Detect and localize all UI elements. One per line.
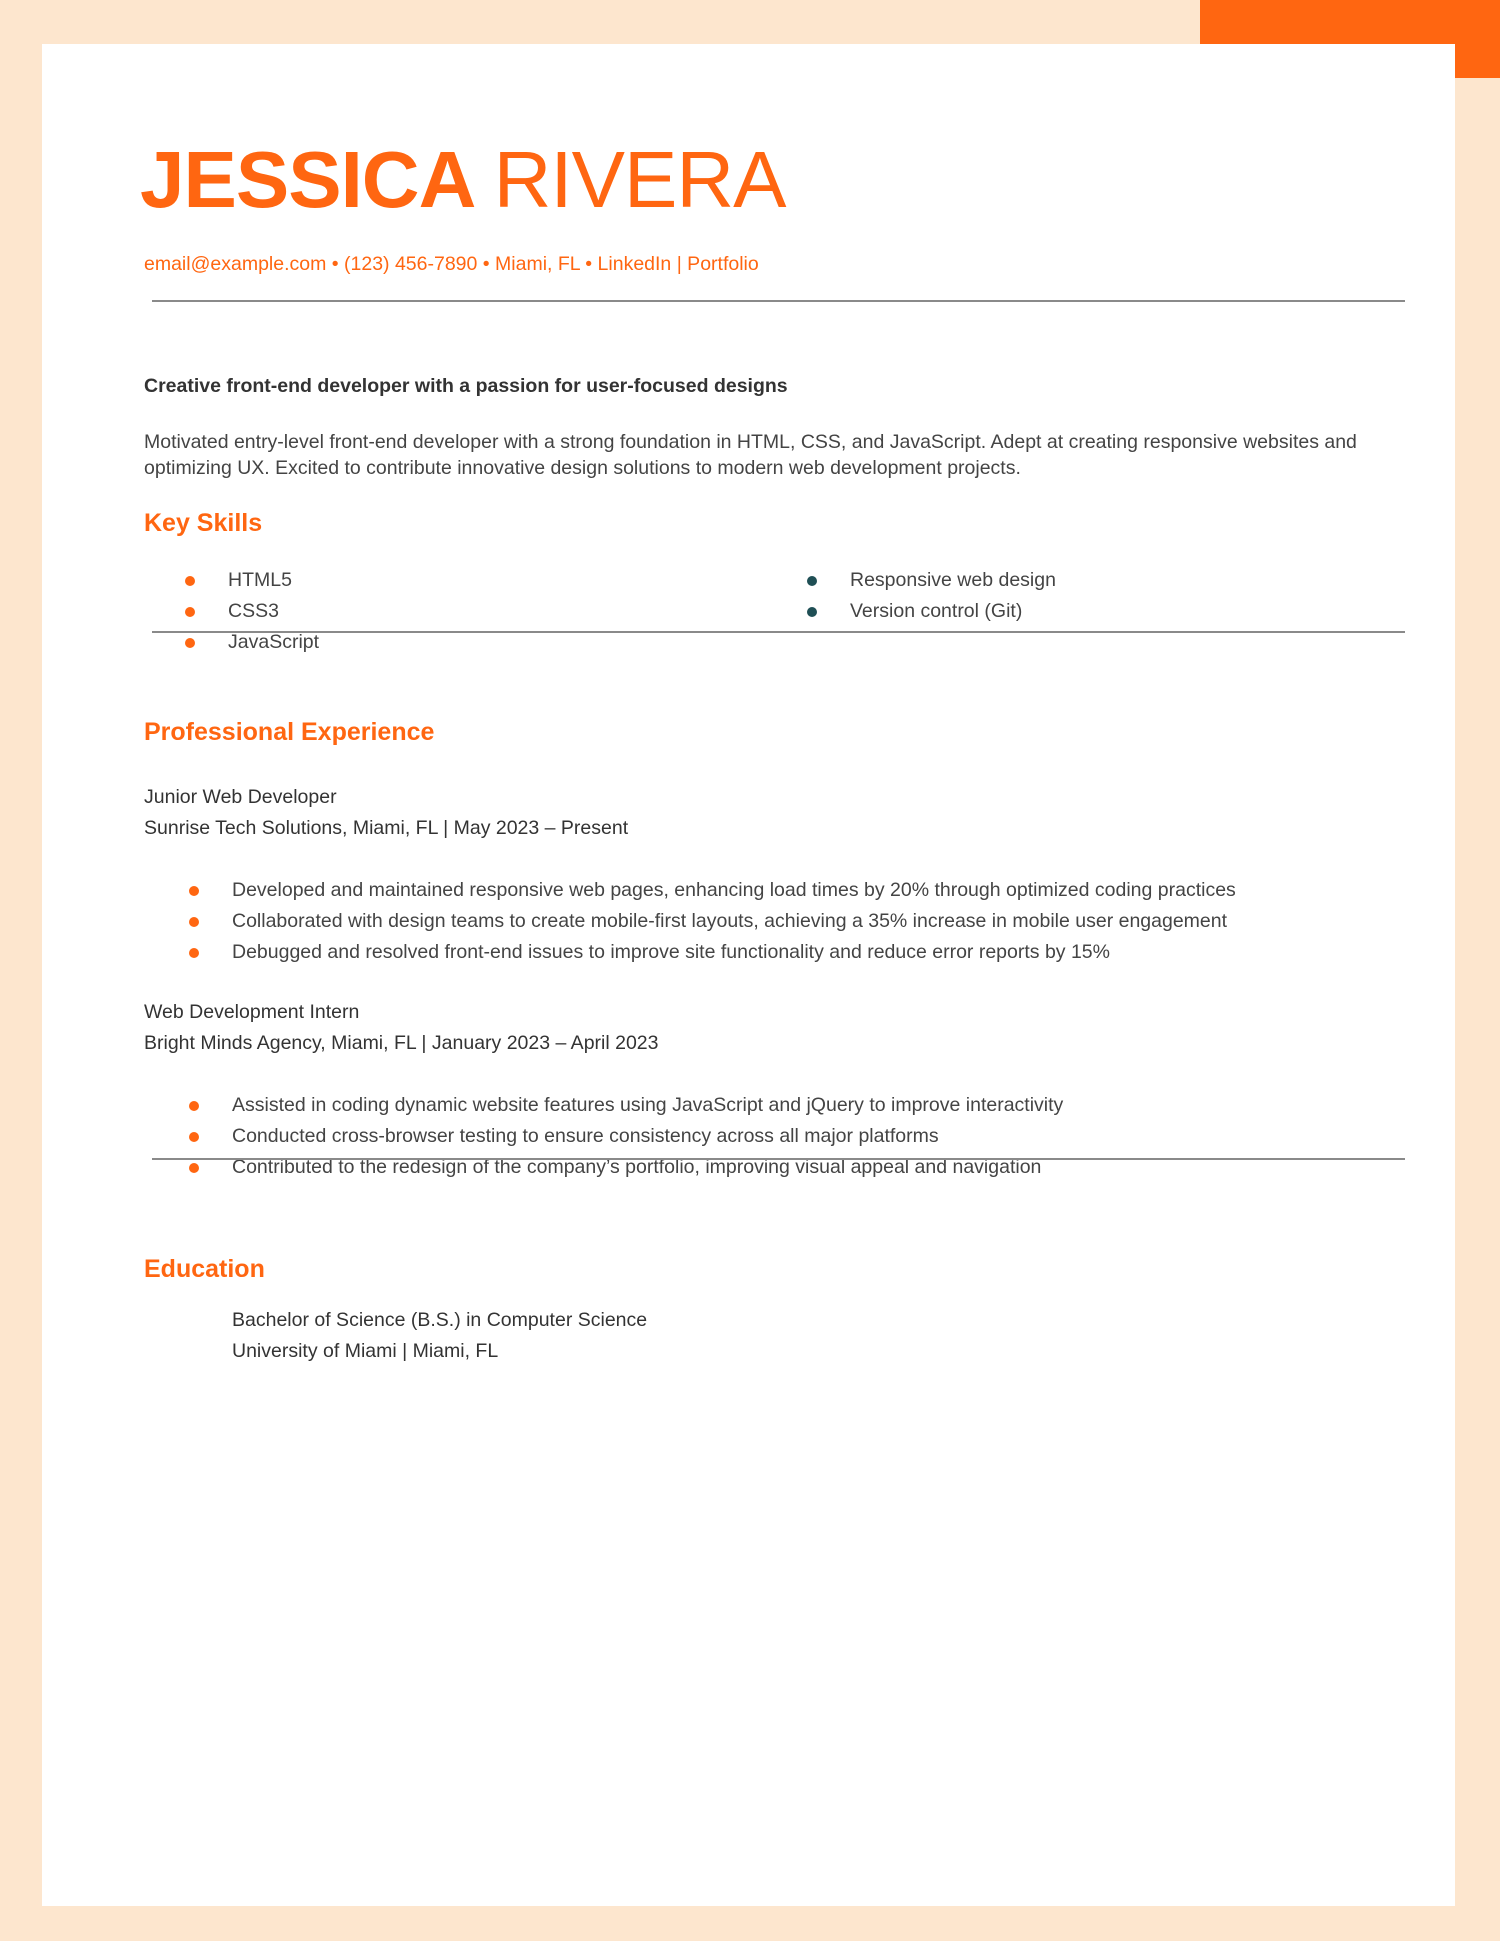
- bullet-text: Contributed to the redesign of the company’s portfolio, improving visual appeal and navigation: [232, 1156, 1042, 1178]
- divider: [152, 631, 1405, 633]
- divider: [152, 1158, 1405, 1160]
- bullet-icon: [189, 1163, 199, 1173]
- bullet-icon: [189, 1101, 199, 1111]
- list-item: [232, 1152, 1063, 1183]
- bullet-icon: [185, 576, 195, 586]
- list-item: [232, 937, 1236, 968]
- skill-label: Responsive web design: [850, 569, 1056, 591]
- list-item: [232, 1090, 1063, 1121]
- bullet-text: Debugged and resolved front-end issues to improve site functionality and reduce error reports by 15%: [232, 941, 1110, 963]
- list-item: [850, 565, 1056, 596]
- skill-label: CSS3: [228, 600, 279, 622]
- bullet-icon: [189, 886, 199, 896]
- summary-text: Motivated entry-level front-end developer with a strong foundation in HTML, CSS, and JavaScript. Adept at creating responsive websites and optimizing UX. Excited to contribute innovative design solutions to modern web development projects.: [144, 431, 1357, 479]
- contact-line: email@example.com • (123) 456-7890 • Miami, FL • LinkedIn | Portfolio: [144, 253, 759, 275]
- list-item: [232, 906, 1236, 937]
- job-bullets: [232, 1090, 1063, 1183]
- skill-label: Version control (Git): [850, 600, 1023, 622]
- bullet-text: Conducted cross-browser testing to ensure consistency across all major platforms: [232, 1125, 939, 1147]
- education-degree: Bachelor of Science (B.S.) in Computer Science: [232, 1309, 648, 1331]
- divider: [152, 300, 1405, 302]
- bullet-text: Developed and maintained responsive web pages, enhancing load times by 20% through optimized coding practices: [232, 879, 1236, 901]
- bullet-icon: [807, 607, 817, 617]
- education-heading: Education: [144, 1255, 265, 1283]
- list-item: [228, 565, 319, 596]
- skills-heading: Key Skills: [144, 509, 263, 537]
- skill-label: JavaScript: [228, 631, 320, 653]
- bullet-text: Assisted in coding dynamic website features using JavaScript and jQuery to improve interactivity: [232, 1094, 1064, 1116]
- education-school: University of Miami | Miami, FL: [232, 1340, 499, 1362]
- bullet-icon: [189, 917, 199, 927]
- last-name: RIVERA: [493, 135, 786, 224]
- bullet-text: Collaborated with design teams to create mobile-first layouts, achieving a 35% increase in mobile user engagement: [232, 910, 1228, 932]
- list-item: [850, 596, 1056, 627]
- candidate-name: [140, 135, 786, 224]
- first-name: JESSICA: [140, 135, 473, 224]
- list-item: [228, 596, 319, 627]
- bullet-icon: [185, 638, 195, 648]
- job-meta: Bright Minds Agency, Miami, FL | January 2023 – April 2023: [144, 1032, 659, 1054]
- summary-tagline: Creative front-end developer with a passion for user-focused designs: [144, 375, 788, 397]
- skills-list-left: [228, 565, 319, 658]
- experience-heading: Professional Experience: [144, 718, 435, 746]
- job-meta: Sunrise Tech Solutions, Miami, FL | May 2023 – Present: [144, 817, 629, 839]
- list-item: [232, 1121, 1063, 1152]
- skill-label: HTML5: [228, 569, 292, 591]
- resume-page: [42, 44, 1455, 1906]
- job-bullets: [232, 875, 1236, 968]
- bullet-icon: [189, 1132, 199, 1142]
- job-title: Web Development Intern: [144, 1001, 360, 1023]
- bullet-icon: [807, 576, 817, 586]
- job-title: Junior Web Developer: [144, 786, 337, 808]
- skills-list-right: [850, 565, 1056, 627]
- list-item: [232, 875, 1236, 906]
- bullet-icon: [189, 948, 199, 958]
- bullet-icon: [185, 607, 195, 617]
